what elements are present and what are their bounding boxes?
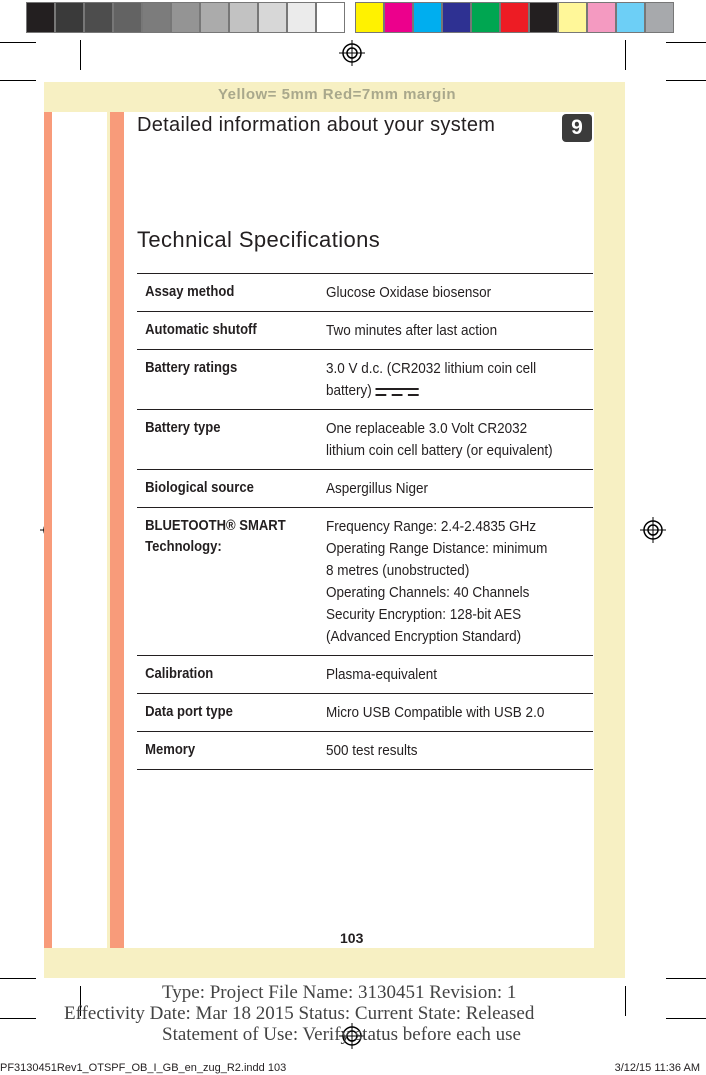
color-swatch xyxy=(355,2,384,33)
color-swatch xyxy=(113,2,142,33)
crop-mark xyxy=(0,978,36,979)
spec-label xyxy=(137,516,307,648)
crop-mark xyxy=(666,42,706,43)
spec-value-line: Security Encryption: 128-bit AES xyxy=(326,606,522,623)
crop-mark xyxy=(0,80,36,81)
color-swatch xyxy=(142,2,171,33)
color-swatch xyxy=(471,2,500,33)
spec-value-line: One replaceable 3.0 Volt CR2032 xyxy=(326,420,528,437)
spec-value-line: Aspergillus Niger xyxy=(326,480,429,497)
table-row xyxy=(137,470,593,508)
registration-mark-icon xyxy=(640,517,666,543)
spec-label: Battery ratings xyxy=(145,360,238,376)
crop-mark xyxy=(666,80,706,81)
crop-mark xyxy=(0,1018,36,1019)
table-row xyxy=(137,312,593,350)
red-margin-guide xyxy=(110,112,124,948)
spec-label: Data port type xyxy=(145,704,233,720)
chapter-number-badge: 9 xyxy=(562,114,592,142)
spec-value-line: 500 test results xyxy=(326,742,418,759)
color-swatch xyxy=(442,2,471,33)
color-swatch xyxy=(558,2,587,33)
spec-value-line: 3.0 V d.c. (CR2032 lithium coin cell xyxy=(326,360,537,377)
spec-value-line: (Advanced Encryption Standard) xyxy=(326,628,522,645)
spec-value xyxy=(326,358,566,402)
spec-value xyxy=(326,664,566,686)
color-swatch xyxy=(287,2,316,33)
color-swatch xyxy=(316,2,345,33)
color-swatch xyxy=(26,2,55,33)
spec-value-line: Operating Channels: 40 Channels xyxy=(326,584,530,601)
color-swatch xyxy=(616,2,645,33)
spec-value xyxy=(326,478,566,500)
spec-value-line: Two minutes after last action xyxy=(326,322,498,339)
crop-mark xyxy=(0,42,36,43)
spec-value xyxy=(326,740,566,762)
spec-value xyxy=(326,418,566,462)
spec-value-text: battery) xyxy=(326,382,372,399)
page-number: 103 xyxy=(340,930,364,946)
red-margin-guide xyxy=(44,112,52,948)
color-swatch xyxy=(171,2,200,33)
specifications-table xyxy=(137,273,593,770)
section-title: Technical Specifications xyxy=(137,227,381,252)
spec-value xyxy=(326,702,566,724)
spec-value-line xyxy=(326,380,566,402)
spec-value-line: lithium coin cell battery (or equivalent) xyxy=(326,442,553,459)
document-stamp-line: Statement of Use: Verify status before each use xyxy=(162,1024,521,1045)
color-swatch xyxy=(84,2,113,33)
table-row xyxy=(137,732,593,770)
spec-label: Battery type xyxy=(145,420,221,436)
color-swatch xyxy=(200,2,229,33)
spec-label-line: BLUETOOTH® SMART xyxy=(145,518,286,534)
color-calibration-bar xyxy=(26,2,674,33)
print-slug-date: 3/12/15 11:36 AM xyxy=(614,1062,700,1074)
spec-value-line: 8 metres (unobstructed) xyxy=(326,562,470,579)
spec-label: Biological source xyxy=(145,480,254,496)
crop-mark xyxy=(625,40,626,70)
spec-value-line: Glucose Oxidase biosensor xyxy=(326,284,492,301)
document-stamp-line: Type: Project File Name: 3130451 Revision: 1 xyxy=(162,982,517,1003)
spec-value-line: Plasma-equivalent xyxy=(326,666,438,683)
color-swatch xyxy=(258,2,287,33)
table-row xyxy=(137,694,593,732)
spec-value-line: Frequency Range: 2.4-2.4835 GHz xyxy=(326,518,537,535)
crop-mark xyxy=(666,1018,706,1019)
color-swatch xyxy=(500,2,529,33)
spec-value xyxy=(326,282,566,304)
spec-label: Calibration xyxy=(145,666,214,682)
spec-label: Automatic shutoff xyxy=(145,322,257,338)
table-row xyxy=(137,274,593,312)
table-row xyxy=(137,508,593,656)
print-slug-filename: PF3130451Rev1_OTSPF_OB_I_GB_en_zug_R2.indd 103 xyxy=(0,1062,287,1074)
table-row xyxy=(137,656,593,694)
color-swatch xyxy=(55,2,84,33)
color-swatch xyxy=(529,2,558,33)
crop-mark xyxy=(80,40,81,70)
crop-mark xyxy=(666,978,706,979)
spec-value xyxy=(326,320,566,342)
table-row xyxy=(137,350,593,410)
color-swatch xyxy=(413,2,442,33)
chapter-header: Detailed information about your system xyxy=(137,114,496,136)
inner-margin xyxy=(44,112,107,948)
color-swatch xyxy=(587,2,616,33)
color-swatch xyxy=(384,2,413,33)
spec-value-line: Micro USB Compatible with USB 2.0 xyxy=(326,704,545,721)
registration-mark-icon xyxy=(339,40,365,66)
spec-label-line: Technology: xyxy=(145,539,222,555)
color-swatch xyxy=(645,2,674,33)
spec-label: Assay method xyxy=(145,284,235,300)
crop-mark xyxy=(625,986,626,1016)
color-swatch xyxy=(229,2,258,33)
margin-label: Yellow= 5mm Red=7mm margin xyxy=(218,86,457,103)
table-row xyxy=(137,410,593,470)
spec-value-line: Operating Range Distance: minimum xyxy=(326,540,548,557)
direct-current-icon xyxy=(375,385,418,397)
spec-label: Memory xyxy=(145,742,196,758)
spec-value xyxy=(326,516,566,648)
document-stamp-line: Effectivity Date: Mar 18 2015 Status: Current State: Released xyxy=(64,1003,535,1024)
